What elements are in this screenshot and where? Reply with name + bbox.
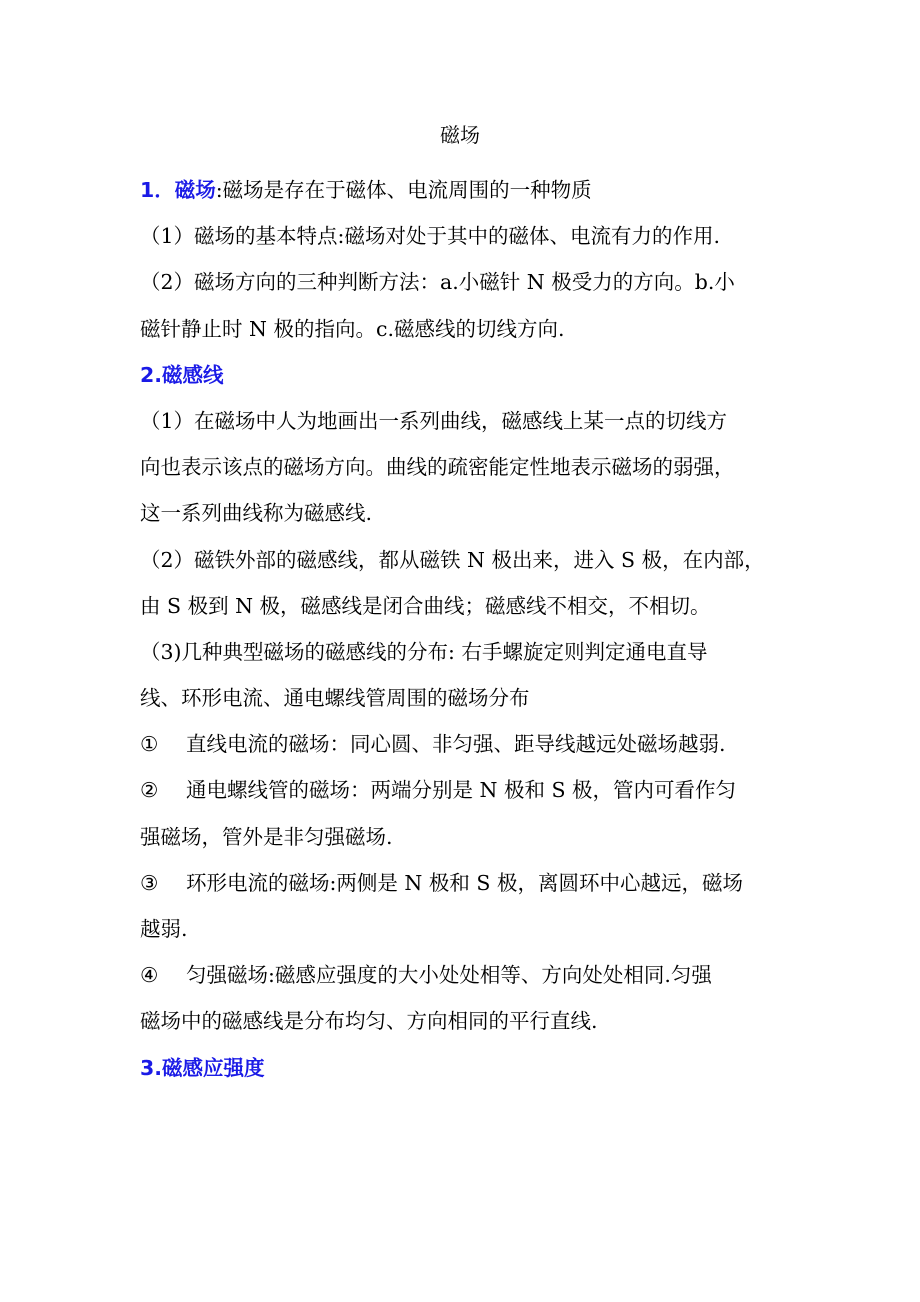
list-item-3 <box>140 860 800 906</box>
section-1-paragraph-2-line-1: （2）磁场方向的三种判断方法：a.小磁针 N 极受力的方向。b.小 <box>140 270 735 295</box>
section-1-heading <box>140 167 800 213</box>
list-item-text: 通电螺线管的磁场：两端分别是 N 极和 S 极，管内可看作匀 <box>186 778 737 803</box>
section-2-heading: 2.磁感线 <box>140 362 224 387</box>
list-item-text: 直线电流的磁场：同心圆、非匀强、距导线越远处磁场越弱. <box>186 732 726 757</box>
document-title: 磁场 <box>440 123 480 147</box>
list-item-marker: ② <box>140 778 159 803</box>
list-item-3-continuation: 越弱. <box>140 917 188 941</box>
section-1-paragraph-1: （1）磁场的基本特点:磁场对处于其中的磁体、电流有力的作用. <box>140 224 720 249</box>
section-1-label: 磁场 <box>174 178 216 202</box>
list-item-marker: ③ <box>140 870 159 895</box>
document-body <box>140 167 800 1091</box>
list-item-text: 环形电流的磁场:两侧是 N 极和 S 极，离圆环中心越远，磁场 <box>186 870 743 895</box>
list-item-1 <box>140 721 800 767</box>
list-item-text: 匀强磁场:磁感应强度的大小处处相等、方向处处相同.匀强 <box>186 963 712 988</box>
section-2-paragraph-1-line-3: 这一系列曲线称为磁感线. <box>140 501 373 526</box>
list-item-marker: ① <box>140 732 159 757</box>
section-1-number: 1． <box>140 178 175 202</box>
section-2-paragraph-1-line-1: （1）在磁场中人为地画出一系列曲线，磁感线上某一点的切线方 <box>140 408 728 433</box>
section-2-paragraph-1-line-2: 向也表示该点的磁场方向。曲线的疏密能定性地表示磁场的弱强， <box>140 455 735 480</box>
section-2-paragraph-2-line-1: （2）磁铁外部的磁感线，都从磁铁 N 极出来，进入 S 极，在内部， <box>140 547 765 572</box>
section-1-definition: :磁场是存在于磁体、电流周围的一种物质 <box>215 178 592 202</box>
section-2-paragraph-3-line-1: （3)几种典型磁场的磁感线的分布: 右手螺旋定则判定通电直导 <box>140 639 708 664</box>
list-item-4 <box>140 952 800 998</box>
list-item-marker: ④ <box>140 963 159 988</box>
section-2-paragraph-2-line-2: 由 S 极到 N 极，磁感线是闭合曲线；磁感线不相交，不相切。 <box>140 593 711 618</box>
list-item-2 <box>140 767 800 813</box>
list-item-2-continuation: 强磁场，管外是非匀强磁场. <box>140 824 393 849</box>
list-item-4-continuation: 磁场中的磁感线是分布均匀、方向相同的平行直线. <box>140 1009 598 1034</box>
section-1-paragraph-2-line-2: 磁针静止时 N 极的指向。c.磁感线的切线方向. <box>140 316 565 341</box>
section-3-heading: 3.磁感应强度 <box>140 1055 265 1080</box>
section-2-paragraph-3-line-2: 线、环形电流、通电螺线管周围的磁场分布 <box>140 686 530 711</box>
